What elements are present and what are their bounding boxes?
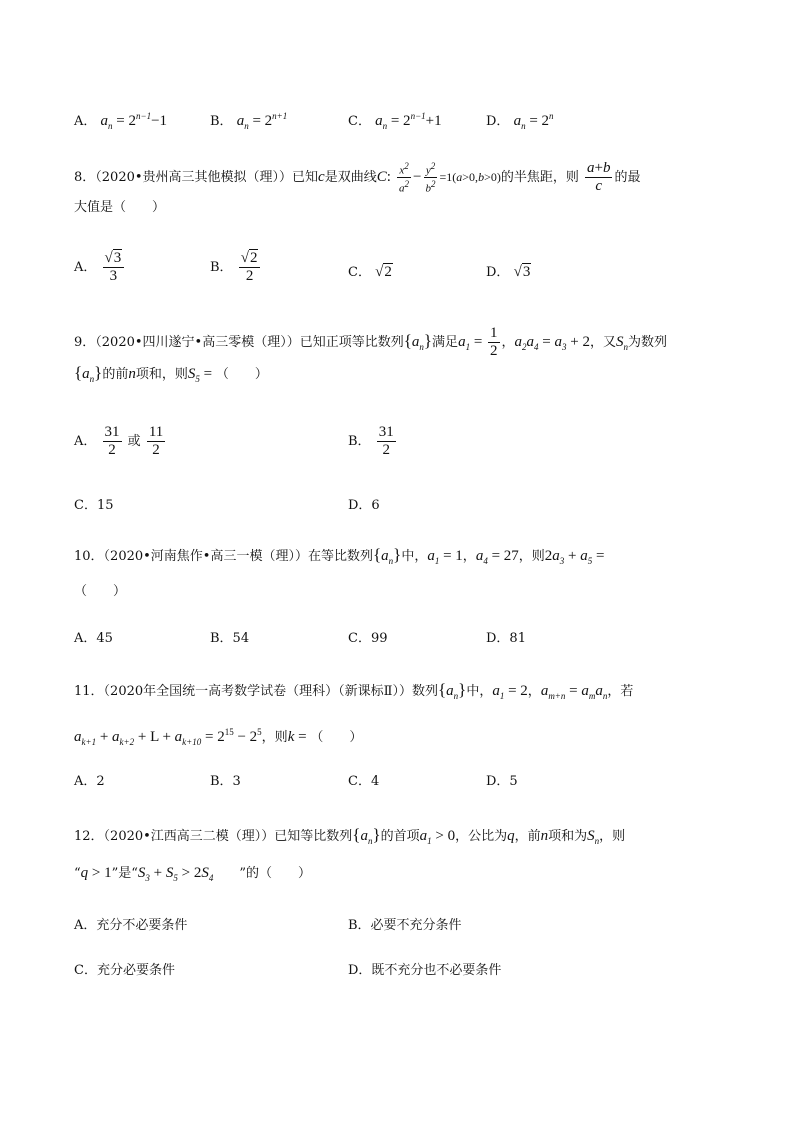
q10-stem-line2: （ ） [74, 584, 127, 599]
q9-a-frac2: $\frac{11}{2}$ [148, 424, 164, 458]
q10-option-b: B．54 [210, 631, 250, 646]
q8-option-c: C． √2 [348, 264, 392, 280]
q12-stem-line2: “q > 1”是“$S_3 + S_5 > 2S_4$ ”的（ ） [74, 865, 312, 883]
q10-stem-line1: 10．（2020•河南焦作•高三一模（理））在等比数列$\{a_n\}$中，$a_1 = 1$，$a_4 = 27$，则$2a_3 + a_5$ = [74, 545, 605, 566]
q7-option-c: C． $a_n = 2^{n-1}+1$ [348, 111, 442, 131]
q7-option-a: A． $a_n = 2^{n-1}-1$ [74, 111, 168, 131]
q9-b-frac: $\frac{31}{2}$ [378, 424, 394, 458]
q11-option-a: A．2 [74, 774, 105, 789]
q8-frac-x: $\frac{x^2}{a^2}$ [399, 161, 410, 195]
q9-option-b: B． $\frac{31}{2}$ [348, 424, 394, 458]
q11-option-d: D．5 [486, 774, 518, 789]
q7-c-math: $a_n = 2^{n-1}+1$ [375, 111, 442, 131]
q12-option-a: A．充分不必要条件 [74, 918, 188, 933]
q8-frac-y: $\frac{y^2}{b^2}$ [425, 161, 436, 195]
q11-stem-line1: 11．（2020年全国统一高考数学试卷（理科）（新课标Ⅱ））数列$\{a_n\}$中，$a_1 = 2$，$a_{m+n} = a_ma_n$，若 [74, 680, 634, 701]
q9-frac-half: $\frac{1}{2}$ [490, 325, 498, 359]
q9-option-a: A． $\frac{31}{2}$ 或 $\frac{11}{2}$ [74, 424, 164, 458]
q12-option-d: D．既不充分也不必要条件 [348, 963, 502, 978]
q8-option-b: B． $\frac{√2}{2}$ [210, 250, 262, 285]
q8-option-d: D． √3 [486, 264, 531, 280]
q9-option-c: C．15 [74, 498, 114, 513]
q8-a-frac: $\frac{√3}{3}$ [103, 250, 125, 285]
q12-option-c: C．充分必要条件 [74, 963, 175, 978]
q9-option-d: D．6 [348, 498, 380, 513]
q8-frac-ab-c: $\frac{a+b}{c}$ [586, 160, 611, 194]
q9-stem-line2: $\{a_n\}$的前n项和，则$S_5$ = （ ） [74, 363, 268, 384]
q11-option-b: B．3 [210, 774, 241, 789]
q8-stem-line1: 8．（2020•贵州高三其他模拟（理））已知c是双曲线C: $\frac{x^2}{a^2}$ − $\frac{y^2}{b^2}$ =1(a>0,b>0)的半焦距，则 $\frac{a+b}{c}$ 的最 [74, 160, 641, 195]
q8-b-frac: $\frac{√2}{2}$ [239, 250, 261, 285]
q8-option-a: A． $\frac{√3}{3}$ [74, 250, 126, 285]
q7-option-d: D． $a_n = 2^n$ [486, 111, 554, 131]
q9-stem-line1: 9．（2020•四川遂宁•高三零模（理））已知正项等比数列$\{a_n\}$满足$a_1$ = $\frac{1}{2}$ ，$a_2a_4 = a_3 + 2$，又$S_n$为数列 [74, 325, 668, 359]
q8-stem-line2: 大值是（ ） [74, 200, 166, 215]
q12-option-b: B．必要不充分条件 [348, 918, 462, 933]
q10-option-c: C．99 [348, 631, 388, 646]
q7-b-math: $a_n = 2^{n+1}$ [236, 111, 288, 131]
q12-stem-line1: 12．（2020•江西高三二模（理））已知等比数列$\{a_n\}$的首项$a_1 > 0$，公比为q，前n项和为$S_n$，则 [74, 825, 626, 846]
q9-a-frac1: $\frac{31}{2}$ [104, 424, 120, 458]
q10-option-d: D．81 [486, 631, 526, 646]
q10-option-a: A．45 [74, 631, 113, 646]
q7-d-math: $a_n = 2^n$ [513, 111, 554, 131]
q11-option-c: C．4 [348, 774, 380, 789]
q7-a-math: $a_n = 2^{n-1}-1$ [100, 111, 168, 131]
q11-stem-line2: $a_{k+1} + a_{k+2} + L + a_{k+10} = 2^{15} - 2^5$，则k = （ ） [74, 727, 363, 747]
q7-option-b: B． $a_n = 2^{n+1}$ [210, 111, 288, 131]
